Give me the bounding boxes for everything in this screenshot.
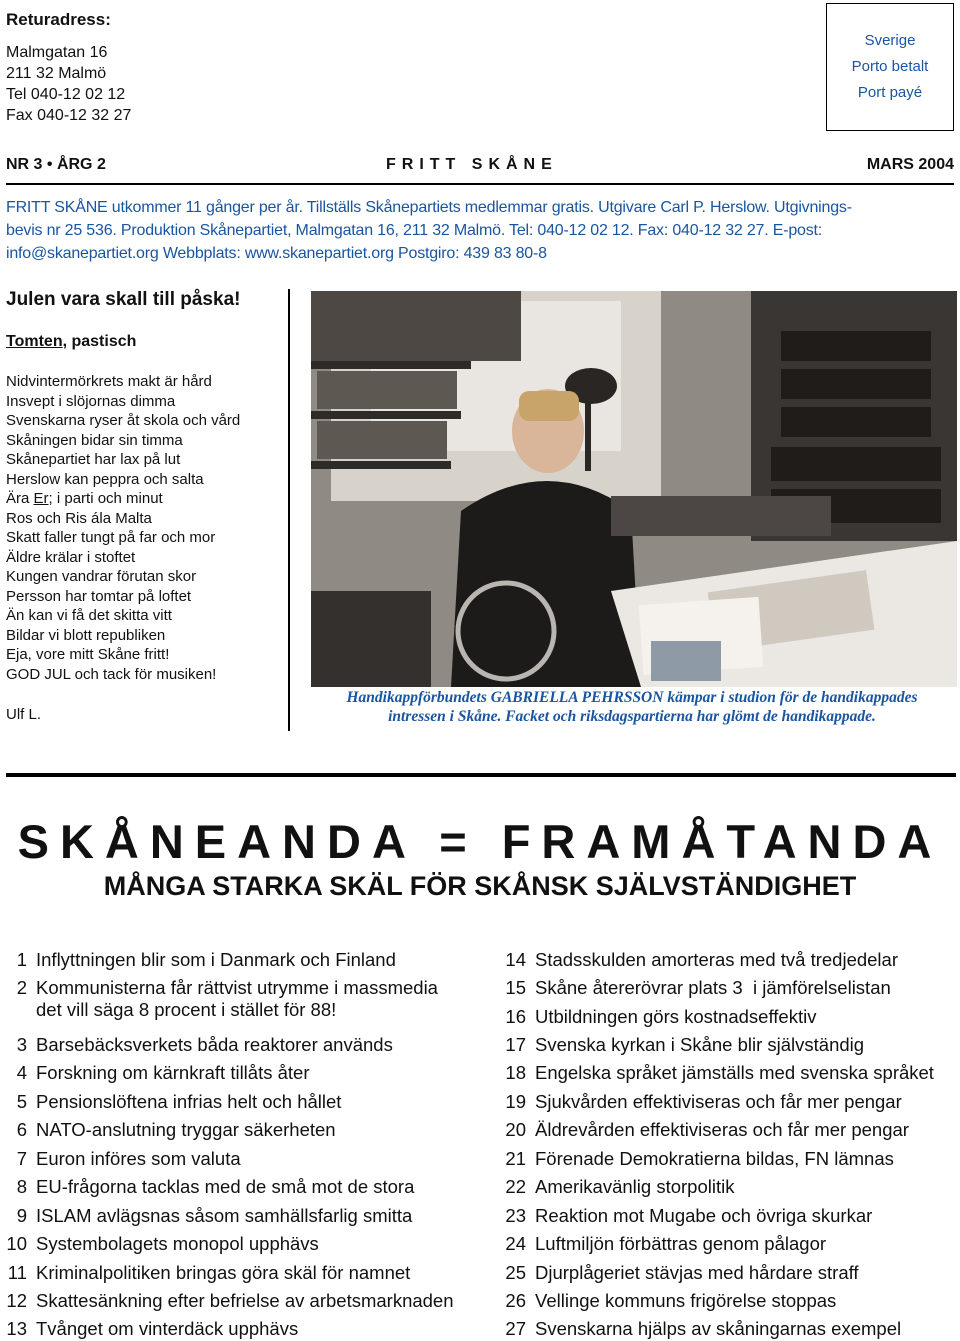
list-text: Sjukvården effektiviseras och får mer pengar [535,1091,902,1112]
list-number: 8 [16,1176,27,1197]
postage-country: Sverige [864,32,916,49]
list-text: ISLAM avlägsnas såsom samhällsfarlig smitta [36,1205,413,1226]
poem-line: Nidvintermörkrets makt är hård [6,373,212,390]
list-text: Euron införes som valuta [36,1148,241,1169]
postage-paid: Porto betalt [851,58,929,75]
divider [6,183,954,185]
return-address-line: Malmgatan 16 [6,44,108,61]
poem-line: Svenskarna ryser åt skola och vård [6,412,241,429]
photo-caption [300,688,960,726]
subheadline: MÅNGA STARKA SKÄL FÖR SKÅNSK SJÄLVSTÄNDIGHET [103,871,857,901]
poem-line [6,489,240,509]
list-number: 2 [16,977,27,998]
list-number: 23 [505,1205,526,1226]
poem-subtitle-rest: , pastisch [62,333,137,350]
list-number: 16 [505,1006,526,1027]
headline: SKÅNEANDA = FRAMÅTANDA [17,815,943,868]
list-text: Svenskarna hjälps av skåningarnas exempel [535,1318,902,1339]
list-text: Barsebäcksverkets båda reaktorer används [36,1034,393,1055]
list-text: EU-frågorna tacklas med de små mot de stora [36,1176,415,1197]
list-number: 22 [505,1176,526,1197]
list-text: Vellinge kommuns frigörelse stoppas [535,1290,837,1311]
poem-author: Ulf L. [6,706,42,723]
poem-line: Insvept i slöjornas dimma [6,392,176,410]
list-text: det vill säga 8 procent i stället för 88! [36,999,337,1020]
photo-caption-line: Handikappförbundets GABRIELLA PEHRSSON kämpar i studion för de handikappades [346,689,918,706]
return-address-line: 211 32 Malmö [6,65,107,82]
list-text: Djurplågeriet stävjas med hårdare straff [535,1262,859,1283]
poem-subtitle-underlined: Tomten [6,333,63,350]
studio-photo [311,291,957,687]
list-number: 24 [505,1233,526,1254]
list-number: 26 [505,1290,526,1311]
list-text: NATO-anslutning tryggar säkerheten [36,1119,336,1140]
poem-line: Ros och Ris ála Malta [6,509,152,527]
list-text: Äldrevården effektiviseras och får mer pengar [535,1119,909,1140]
poem-line: Äldre krälar i stoftet [6,548,136,566]
list-number: 17 [505,1034,526,1055]
info-line: info@skanepartiet.org Webbplats: www.skanepartiet.org Postgiro: 439 83 80-8 [6,245,547,262]
list-text: Reaktion mot Mugabe och övriga skurkar [535,1205,873,1226]
issue-number: NR 3 • ÅRG 2 [6,156,106,173]
column-divider [288,289,290,731]
poem-line: Skåningen bidar sin timma [6,431,183,449]
masthead [6,156,954,178]
list-number: 21 [505,1148,526,1169]
list-number: 4 [16,1062,27,1083]
list-number: 14 [505,949,526,970]
postage-box [826,3,954,131]
list-number: 12 [6,1290,27,1311]
list-text: Utbildningen görs kostnadseffektiv [535,1006,817,1027]
poem-line: GOD JUL och tack för musiken! [6,665,217,683]
list-text: Engelska språket jämställs med svenska språket [535,1062,934,1083]
return-address-line: Tel 040-12 02 12 [6,86,126,103]
divider [6,773,956,777]
list-number: 15 [505,977,526,998]
list-text: Luftmiljön förbättras genom pålagor [535,1233,827,1254]
list-text: Tvånget om vinterdäck upphävs [36,1318,299,1339]
photo-caption-line: intressen i Skåne. Facket och riksdagspartierna har glömt de handikappade. [388,708,876,725]
list-number: 7 [16,1148,27,1169]
list-number: 6 [16,1119,27,1140]
return-address-title: Returadress: [6,10,111,29]
poem-line: Än kan vi få det skitta vitt [6,607,172,624]
poem-line-start: Ära [6,490,34,507]
poem-line: Skatt faller tungt på far och mor [6,529,216,546]
list-number: 13 [6,1318,27,1339]
poem-line: Bildar vi blott republiken [6,626,166,644]
list-text: Amerikavänlig storpolitik [535,1176,735,1197]
list-number: 3 [16,1034,27,1055]
list-number: 5 [16,1091,27,1112]
list-number: 10 [6,1233,27,1254]
poem-line: Skånepartiet har lax på lut [6,451,181,468]
list-number: 27 [505,1318,526,1339]
return-address-line: Fax 040-12 32 27 [6,107,132,124]
poem-subtitle [6,333,136,351]
list-text: Pensionslöftena infrias helt och hållet [36,1091,342,1112]
list-text: Svenska kyrkan i Skåne blir självständig [535,1034,865,1055]
studio-photo-illustration [311,291,957,687]
list-number: 18 [505,1062,526,1083]
poem-line: Kungen vandrar förutan skor [6,568,197,585]
list-number: 19 [505,1091,526,1112]
publication-name: FRITT SKÅNE [386,156,558,173]
issue-date: MARS 2004 [866,156,954,173]
list-number: 1 [16,949,27,970]
publication-info [6,196,954,265]
list-number: 11 [7,1262,27,1283]
poem-line: Eja, vore mitt Skåne fritt! [6,646,170,663]
info-line: bevis nr 25 536. Produktion Skånepartiet, Malmgatan 16, 211 32 Malmö. Tel: 040-12 02 12. Fax: 040-12 32 27. E-post: [6,222,823,239]
poem-line-rest: ; i parti och minut [48,490,163,507]
list-number: 20 [505,1119,526,1140]
poem-line-underlined: Er [33,490,49,507]
list-number: 25 [505,1262,526,1283]
poem-line: Herslow kan peppra och salta [6,470,204,488]
list-text: Kriminalpolitiken bringas göra skäl för namnet [36,1262,411,1283]
list-text: Skattesänkning efter befrielse av arbetsmarknaden [36,1290,454,1311]
list-text: Forskning om kärnkraft tillåts åter [36,1062,310,1083]
poem-line: Persson har tomtar på loftet [6,587,192,605]
list-text: Inflyttningen blir som i Danmark och Finland [36,949,396,970]
list-text: Stadsskulden amorteras med två tredjedelar [535,949,898,970]
list-text: Skåne återerövrar plats 3 i jämförelselistan [535,977,891,998]
poem-body [6,372,240,684]
list-text: Systembolagets monopol upphävs [36,1233,319,1254]
poem-title: Julen vara skall till påska! [6,289,241,310]
info-line: FRITT SKÅNE utkommer 11 gånger per år. Tillställs Skånepartiets medlemmar gratis. Utgivare Carl P. Herslow. Utgivnings- [6,199,852,216]
postage-paid-french: Port payé [857,84,923,101]
list-text: Förenade Demokratierna bildas, FN lämnas [535,1148,894,1169]
list-number: 9 [16,1205,27,1226]
list-text: Kommunisterna får rättvist utrymme i massmedia [36,977,438,998]
